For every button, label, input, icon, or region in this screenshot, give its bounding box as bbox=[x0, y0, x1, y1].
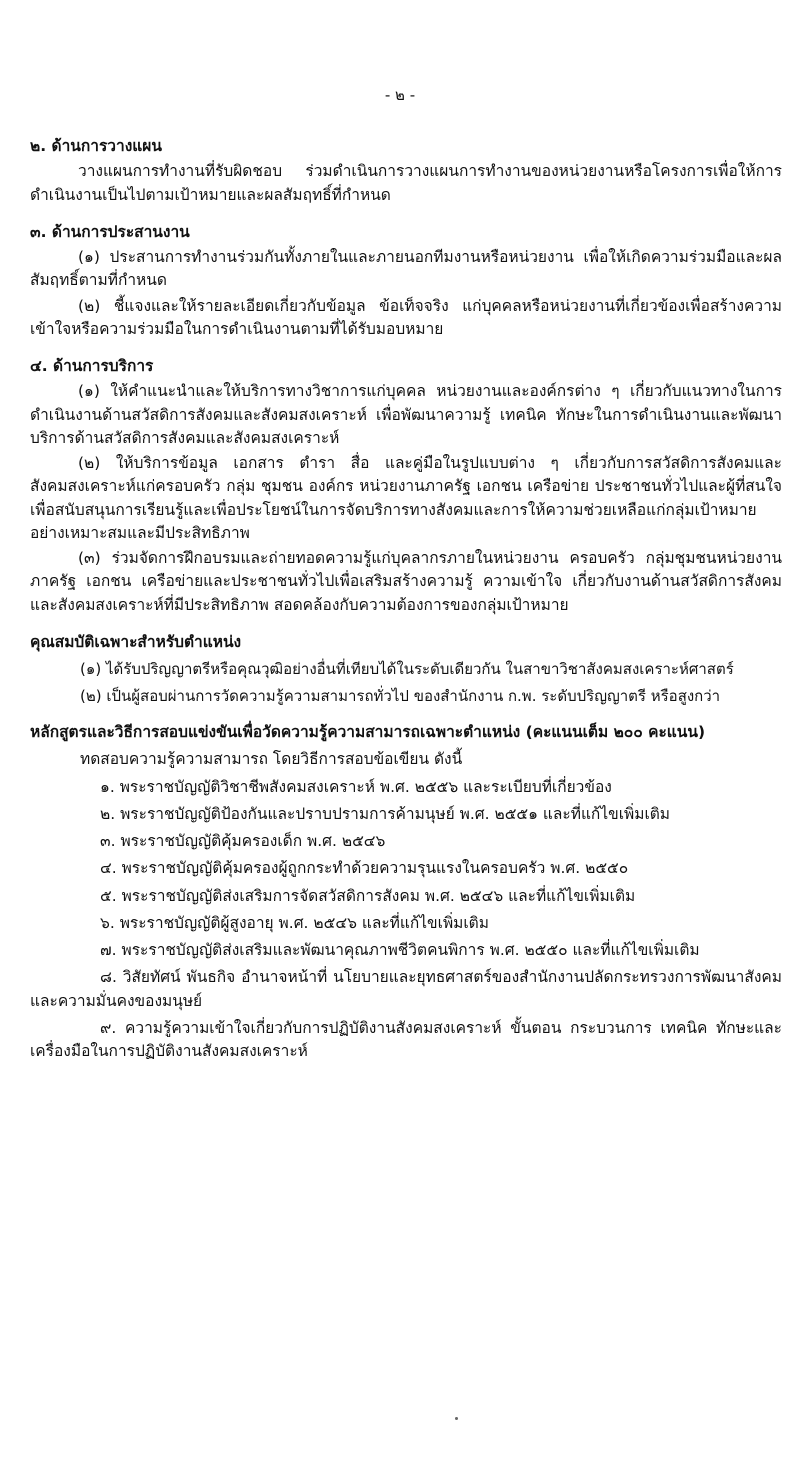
section-qualifications bbox=[30, 631, 782, 707]
scan-speck bbox=[455, 1417, 458, 1420]
list-item: (๓) ร่วมจัดการฝึกอบรมและถ่ายทอดความรู้แก่บุคลากรภายในหน่วยงาน ครอบครัว กลุ่มชุมชนหน่วยงานภาครัฐ เอกชน เครือข่ายและประชาชนทั่วไปเพื่อเสริมสร้างความรู้ ความเข้าใจ เกี่ยวกับงานด้านสวัสดิการสังคมและสังคมสงเคราะห์ที่มีประสิทธิภาพ สอดคล้องกับความต้องการของกลุ่มเป้าหมาย bbox=[30, 549, 782, 614]
section-service bbox=[30, 355, 782, 617]
exam-intro: ทดสอบความรู้ความสามารถ โดยวิธีการสอบข้อเขียน ดังนี้ bbox=[80, 750, 463, 769]
list-item: (๑) ประสานการทำงานร่วมกันทั้งภายในและภายนอกทีมงานหรือหน่วยงาน เพื่อให้เกิดความร่วมมือและผลสัมฤทธิ์ตามที่กำหนด bbox=[30, 248, 782, 290]
list-item: (๑) ได้รับปริญญาตรีหรือคุณวุฒิอย่างอื่นที่เทียบได้ในระดับเดียวกัน ในสาขาวิชาสังคมสงเคราะห์ศาสตร์ bbox=[80, 660, 734, 678]
section-title: ๓. ด้านการประสานงาน bbox=[30, 222, 190, 241]
list-item: ๑. พระราชบัญญัติวิชาชีพสังคมสงเคราะห์ พ.ศ. ๒๕๕๖ และระเบียบที่เกี่ยวข้อง bbox=[100, 777, 612, 796]
list-item: ๖. พระราชบัญญัติผู้สูงอายุ พ.ศ. ๒๕๔๖ และที่แก้ไขเพิ่มเติม bbox=[100, 913, 489, 932]
section-planning bbox=[30, 135, 782, 207]
section-exam bbox=[30, 721, 782, 1063]
document-content bbox=[30, 135, 782, 1063]
section-coordination bbox=[30, 221, 782, 341]
list-item: ๘. วิสัยทัศน์ พันธกิจ อำนาจหน้าที่ นโยบายและยุทธศาสตร์ของสำนักงานปลัดกระทรวงการพัฒนาสังคมและความมั่นคงของมนุษย์ bbox=[30, 968, 782, 1010]
list-item: ๙. ความรู้ความเข้าใจเกี่ยวกับการปฏิบัติงานสังคมสงเคราะห์ ขั้นตอน กระบวนการ เทคนิค ทักษะและเครื่องมือในการปฏิบัติงานสังคมสงเคราะห์ bbox=[30, 1018, 782, 1060]
list-item: (๒) ชี้แจงและให้รายละเอียดเกี่ยวกับข้อมูล ข้อเท็จจริง แก่บุคคลหรือหน่วยงานที่เกี่ยวข้องเพื่อสร้างความเข้าใจหรือความร่วมมือในการดำเนินงานตามที่ได้รับมอบหมาย bbox=[30, 296, 782, 338]
section-title: หลักสูตรและวิธีการสอบแข่งขันเพื่อวัดความรู้ความสามารถเฉพาะตำแหน่ง (คะแนนเต็ม ๒๐๐ คะแนน) bbox=[30, 723, 706, 741]
list-item: (๒) ให้บริการข้อมูล เอกสาร ตำรา สื่อ และคู่มือในรูปแบบต่าง ๆ เกี่ยวกับการสวัสดิการสังคมและสังคมสงเคราะห์แก่ครอบครัว กลุ่ม ชุมชน องค์กร หน่วยงานภาครัฐ เอกชน เครือข่าย ประชาชนทั่วไปและผู้ที่สนใจ เพื่อสนับสนุนการเรียนรู้และเพื่อประโยชน์ในการจัดบริการทางสังคมและการให้ความช่วยเหลือแก่กลุ่มเป้าหมายอย่างเหมาะสมและมีประสิทธิภาพ bbox=[30, 454, 782, 542]
section-title: คุณสมบัติเฉพาะสำหรับตำแหน่ง bbox=[30, 632, 242, 651]
list-item: (๒) เป็นผู้สอบผ่านการวัดความรู้ความสามารถทั่วไป ของสำนักงาน ก.พ. ระดับปริญญาตรี หรือสูงกว่า bbox=[80, 686, 721, 705]
list-item: ๔. พระราชบัญญัติคุ้มครองผู้ถูกกระทำด้วยความรุนแรงในครอบครัว พ.ศ. ๒๕๕๐ bbox=[100, 859, 629, 878]
page-number: - ๒ - bbox=[384, 86, 416, 104]
list-item: ๓. พระราชบัญญัติคุ้มครองเด็ก พ.ศ. ๒๕๔๖ bbox=[100, 832, 386, 850]
list-item: ๗. พระราชบัญญัติส่งเสริมและพัฒนาคุณภาพชีวิตคนพิการ พ.ศ. ๒๕๕๐ และที่แก้ไขเพิ่มเติม bbox=[100, 941, 700, 959]
section-paragraph: วางแผนการทำงานที่รับผิดชอบ ร่วมดำเนินการวางแผนการทำงานของหน่วยงานหรือโครงการเพื่อให้การดำเนินงานเป็นไปตามเป้าหมายและผลสัมฤทธิ์ที่กำหนด bbox=[30, 162, 782, 204]
list-item: ๕. พระราชบัญญัติส่งเสริมการจัดสวัสดิการสังคม พ.ศ. ๒๕๔๖ และที่แก้ไขเพิ่มเติม bbox=[100, 886, 636, 905]
section-title: ๔. ด้านการบริการ bbox=[30, 357, 154, 375]
list-item: (๑) ให้คำแนะนำและให้บริการทางวิชาการแก่บุคคล หน่วยงานและองค์กรต่าง ๆ เกี่ยวกับแนวทางในการดำเนินงานด้านสวัสดิการสังคมและสังคมสงเคราะห์ เพื่อพัฒนาความรู้ เทคนิค ทักษะในการดำเนินงานและพัฒนาบริการด้านสวัสดิการสังคมและสังคมสงเคราะห์ bbox=[30, 382, 782, 447]
list-item: ๒. พระราชบัญญัติป้องกันและปราบปรามการค้ามนุษย์ พ.ศ. ๒๕๕๑ และที่แก้ไขเพิ่มเติม bbox=[100, 804, 671, 823]
section-title: ๒. ด้านการวางแผน bbox=[30, 137, 162, 155]
